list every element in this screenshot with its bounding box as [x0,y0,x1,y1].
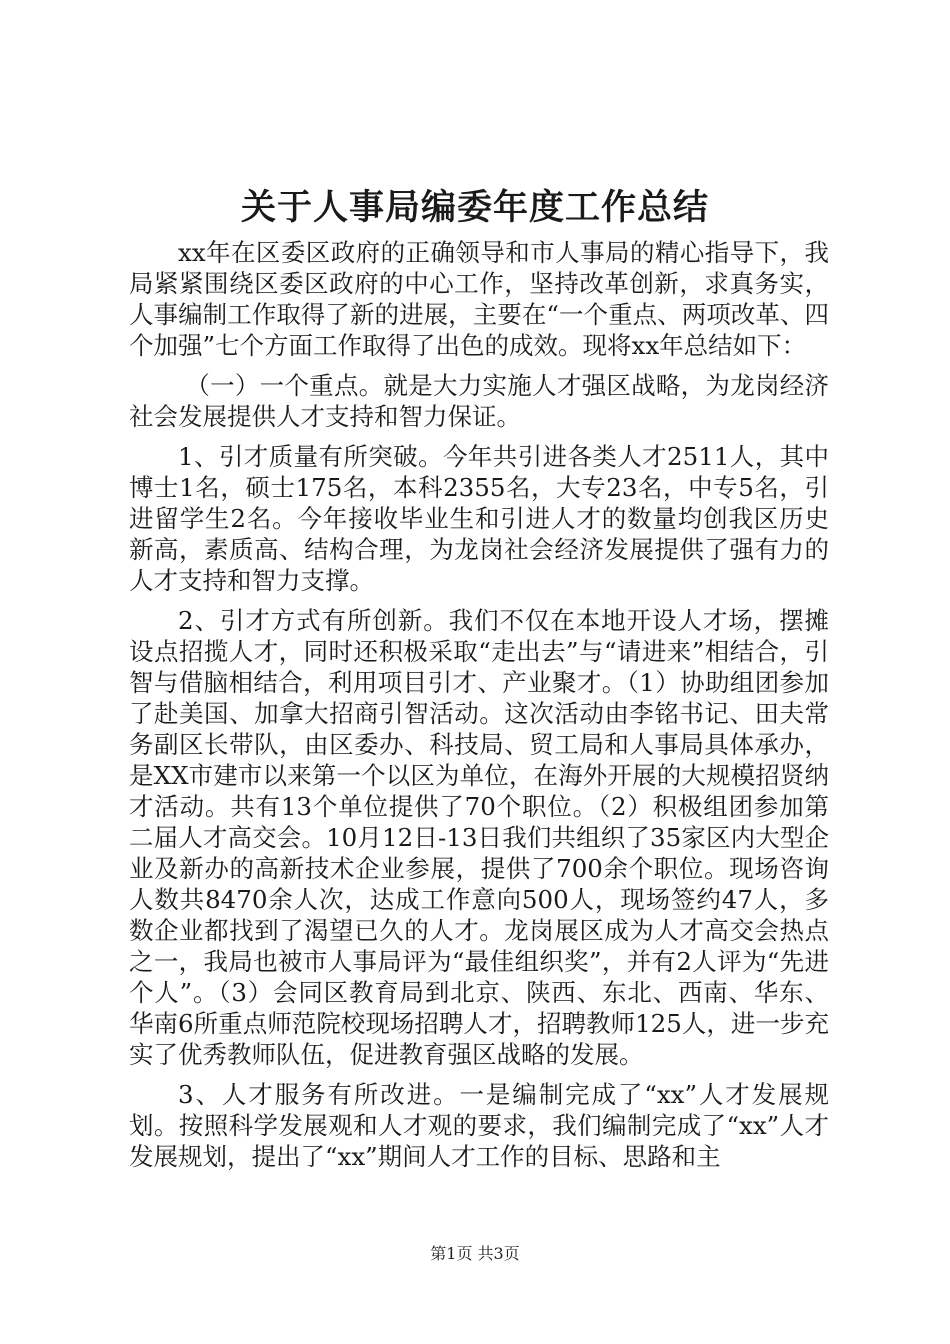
document-body [129,237,829,1172]
page-footer: 第1页 共3页 [430,1244,520,1263]
paragraph-section-one: （一）一个重点。就是大力实施人才强区战略，为龙岗经济社会发展提供人才支持和智力保证。 [129,371,829,431]
paragraph-item-three: 3、人才服务有所改进。一是编制完成了“xx”人才发展规划。按照科学发展观和人才观的要求，我们编制完成了“xx”人才发展规划，提出了“xx”期间人才工作的目标、思路和主 [129,1080,829,1171]
paragraph-item-one: 1、引才质量有所突破。今年共引进各类人才2511人，其中博士1名，硕士175名，本科2355名，大专23名，中专5名，引进留学生2名。今年接收毕业生和引进人才的数量均创我区历史新高，素质高、结构合理，为龙岗社会经济发展提供了强有力的人才支持和智力支撑。 [129,442,829,595]
document-title: 关于人事局编委年度工作总结 [240,188,709,228]
paragraph-item-two: 2、引才方式有所创新。我们不仅在本地开设人才场，摆摊设点招揽人才，同时还积极采取“走出去”与“请进来”相结合，引智与借脑相结合，利用项目引才、产业聚才。（1）协助组团参加了赴美国、加拿大招商引智活动。这次活动由李铭书记、田夫常务副区长带队，由区委办、科技局、贸工局和人事局具体承办，是XX市建市以来第一个以区为单位，在海外开展的大规模招贤纳才活动。共有13个单位提供了70个职位。（2）积极组团参加第二届人才高交会。10月12日-13日我们共组织了35家区内大型企业及新办的高新技术企业参展，提供了700余个职位。现场咨询人数共8470余人次，达成工作意向500人，现场签约47人，多数企业都找到了渴望已久的人才。龙岗展区成为人才高交会热点之一，我局也被市人事局评为“最佳组织奖”，并有2人评为“先进个人”。（3）会同区教育局到北京、陕西、东北、西南、华东、华南6所重点师范院校现场招聘人才，招聘教师125人，进一步充实了优秀教师队伍，促进教育强区战略的发展。 [129,606,829,1069]
paragraph-intro: xx年在区委区政府的正确领导和市人事局的精心指导下，我局紧紧围绕区委区政府的中心工作，坚持改革创新，求真务实，人事编制工作取得了新的进展，主要在“一个重点、两项改革、四个加强”七个方面工作取得了出色的成效。现将xx年总结如下： [129,238,829,360]
